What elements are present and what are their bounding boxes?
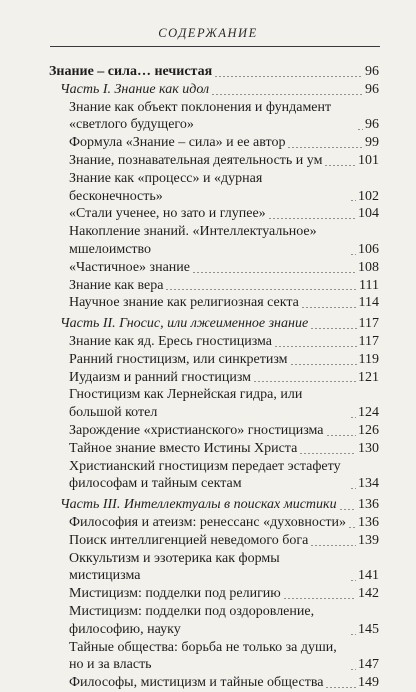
toc-page-number: 104 (358, 206, 379, 222)
toc-entry-title: Философия и атеизм: ренессанс «духовности» (69, 514, 347, 530)
toc-entry (49, 585, 379, 603)
toc-entry-title: Философы, мистицизм и тайные общества (69, 675, 324, 691)
dot-leader (310, 545, 356, 546)
toc-entry (49, 277, 379, 295)
toc-entry-title: Мистицизм: подделки под религию (69, 586, 281, 602)
dot-leader (253, 381, 356, 382)
toc-entry-title: Накопление знаний. «Интеллектуальное» мшелоимство (69, 224, 317, 257)
toc-entry (49, 294, 379, 312)
toc-entry-title: Оккультизм и эзотерика как формы мистицизма (69, 550, 280, 584)
toc-entry (49, 170, 379, 206)
toc-entry-title: Знание – сила… нечистая (49, 64, 213, 79)
dot-leader (348, 527, 356, 528)
toc-entry (49, 422, 379, 440)
dot-leader (310, 328, 356, 329)
dot-leader (283, 598, 356, 599)
dot-leader (357, 129, 363, 130)
toc-page-number: 102 (358, 188, 379, 204)
dot-leader (324, 165, 356, 166)
dot-leader (301, 307, 357, 308)
toc-entry (49, 550, 379, 586)
toc-entry-title: Христианский гностицизм передает эстафету философам и тайным сектам (69, 458, 341, 492)
dot-leader (274, 346, 357, 347)
toc-page-number: 124 (358, 405, 379, 421)
toc-entry (49, 205, 379, 223)
toc-page-number: 117 (358, 316, 379, 332)
toc-entry-title: Знание как «процесс» и «дурная бесконечность» (69, 170, 263, 204)
toc-page-number: 106 (358, 241, 379, 257)
toc-page-number: 96 (365, 117, 379, 133)
dot-leader (287, 147, 363, 148)
toc-part (49, 81, 379, 99)
dot-leader (350, 417, 356, 418)
dot-leader (350, 634, 356, 635)
toc-entry (49, 440, 379, 458)
toc-page-number: 101 (358, 152, 379, 168)
toc-page-number: 145 (358, 621, 379, 637)
toc-entry (49, 99, 379, 135)
toc-entry-title: Ранний гностицизм, или синкретизм (69, 351, 288, 367)
toc-page-number: 119 (358, 351, 379, 367)
toc-page-number: 147 (358, 657, 379, 673)
toc-entry (49, 369, 379, 387)
dot-leader (350, 488, 356, 489)
toc-page-number: 139 (358, 532, 379, 548)
toc-entry (49, 333, 379, 351)
dot-leader (211, 94, 363, 95)
dot-leader (299, 453, 356, 454)
running-header: СОДЕРЖАНИЕ (158, 26, 258, 40)
toc-entry (49, 386, 379, 422)
toc-entry (49, 351, 379, 369)
toc-entry-title: Знание как объект поклонения и фундамент «светлого будущего» (69, 99, 332, 133)
toc-entry (49, 514, 379, 532)
toc-entry-title: Знание как вера (69, 277, 164, 293)
toc-page-number: 149 (358, 675, 379, 691)
toc-page-number: 134 (358, 476, 379, 492)
toc-entry (49, 152, 379, 170)
toc-part (49, 496, 379, 514)
toc-entry-title: Тайное знание вместо Истины Христа (69, 440, 298, 456)
dot-leader (339, 509, 356, 510)
toc-entry (49, 674, 379, 692)
dot-leader (268, 218, 356, 219)
dot-leader (350, 669, 356, 670)
toc-page-number: 96 (365, 64, 379, 79)
toc-entry-title: Часть III. Интеллектуалы в поисках мистики (60, 497, 337, 513)
toc-entry (49, 259, 379, 277)
toc-page-number: 99 (365, 135, 379, 151)
toc-page-number: 111 (359, 277, 379, 293)
toc-part (49, 315, 379, 333)
dot-leader (350, 200, 356, 201)
toc-entry-title: Часть I. Знание как идол (60, 81, 210, 97)
toc-entry (49, 134, 379, 152)
toc-entry (49, 223, 379, 259)
toc-page-number: 108 (358, 259, 379, 275)
dot-leader (192, 272, 356, 273)
toc-page-number: 130 (358, 440, 379, 456)
toc-entry-title: «Стали ученее, но зато и глупее» (69, 206, 266, 222)
toc-entry-title: «Частичное» знание (69, 259, 190, 275)
toc-page-number: 136 (358, 514, 379, 530)
toc-entry-title: Знание, познавательная деятельность и ум (69, 152, 323, 168)
toc-page-number: 96 (365, 81, 379, 97)
toc-page-number: 136 (358, 497, 379, 513)
toc-page-number: 121 (358, 369, 379, 385)
toc-page-number: 126 (358, 422, 379, 438)
toc-entry-title: Гностицизм как Лернейская гидра, или большой котел (69, 387, 303, 421)
toc-entry (49, 603, 379, 639)
toc-entry (49, 532, 379, 550)
toc-page-number: 117 (358, 333, 379, 349)
toc-entry-title: Зарождение «христианского» гностицизма (69, 422, 324, 438)
dot-leader (214, 76, 363, 77)
dot-leader (326, 435, 356, 436)
table-of-contents (49, 63, 379, 692)
dot-leader (165, 289, 357, 290)
toc-section (49, 63, 379, 81)
dot-leader (290, 364, 357, 365)
toc-page-number: 141 (358, 568, 379, 584)
toc-page-number: 114 (358, 295, 379, 311)
dot-leader (325, 687, 356, 688)
header-rule (50, 46, 380, 47)
dot-leader (350, 254, 356, 255)
toc-entry-title: Мистицизм: подделки под оздоровление, философию, науку (69, 603, 315, 637)
toc-entry-title: Тайные общества: борьба не только за души, но и за власть (69, 639, 337, 673)
toc-entry-title: Поиск интеллигенцией неведомого бога (69, 532, 309, 548)
toc-entry-title: Иудаизм и ранний гностицизм (69, 369, 252, 385)
toc-entry (49, 639, 379, 675)
toc-entry-title: Формула «Знание – сила» и ее автор (69, 135, 286, 151)
toc-entry (49, 458, 379, 494)
dot-leader (350, 580, 356, 581)
toc-entry-title: Часть II. Гносис, или лжеименное знание (60, 316, 309, 332)
toc-entry-title: Научное знание как религиозная секта (69, 295, 299, 311)
toc-entry-title: Знание как яд. Ересь гностицизма (69, 333, 272, 349)
toc-page-number: 142 (358, 586, 379, 602)
